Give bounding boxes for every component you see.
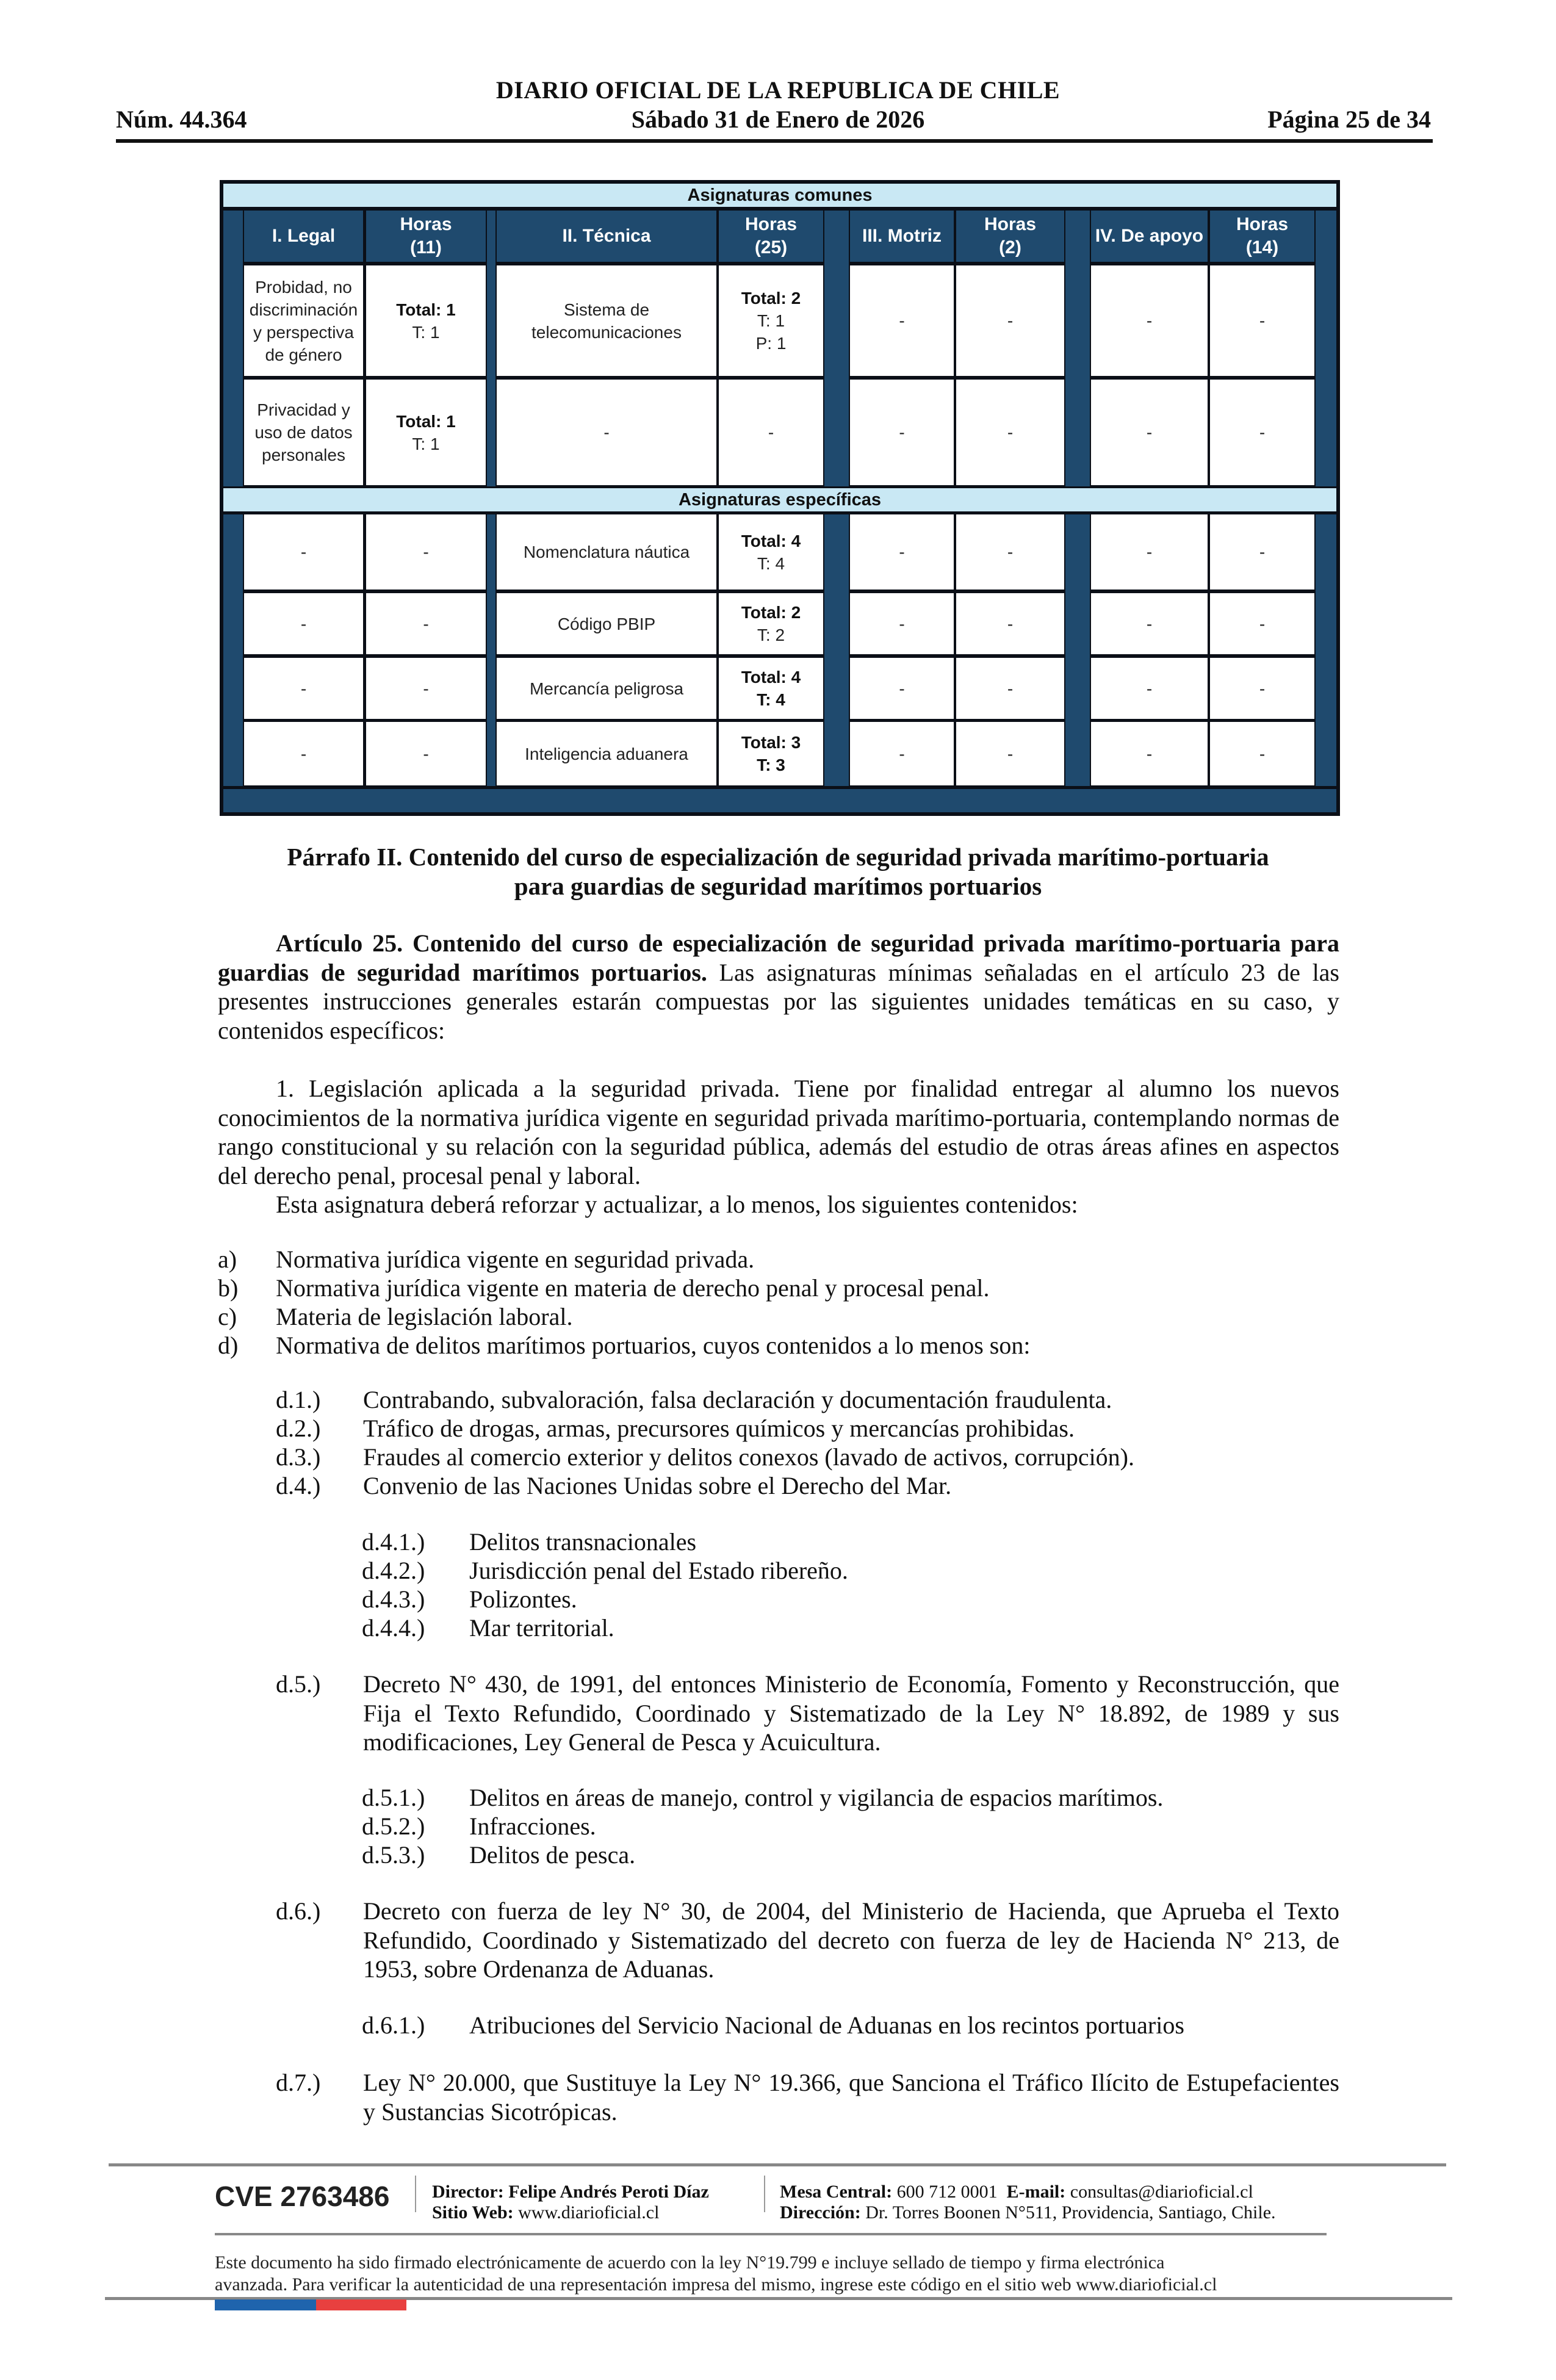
table-cell-apoyo: -	[1091, 593, 1208, 654]
article-25	[218, 929, 1339, 1045]
hours-total: Total: 2	[741, 289, 801, 308]
list-label: d.4.2.)	[362, 1557, 425, 1584]
list-label: d.5.)	[276, 1670, 321, 1698]
hours-total: Total: 4	[741, 531, 801, 550]
table-cell-apoyo: -	[1091, 265, 1208, 376]
list-label: d.5.3.)	[362, 1841, 425, 1869]
table-cell-motriz-hours: -	[956, 593, 1064, 654]
table-cell-legal: -	[244, 593, 363, 654]
header-apoyo: IV. De apoyo	[1091, 211, 1208, 262]
table-cell-tecnica: Sistema de telecomunicaciones	[497, 265, 716, 376]
list-text: Contrabando, subvaloración, falsa declaración y documentación fraudulenta.	[363, 1386, 1112, 1413]
footer-legal-notice	[215, 2252, 1374, 2296]
table-cell-apoyo-hours: -	[1210, 658, 1314, 719]
table-cell-apoyo: -	[1091, 722, 1208, 785]
list-text: Delitos transnacionales	[469, 1528, 697, 1556]
section-title	[183, 842, 1373, 901]
flag-stripe-red	[316, 2299, 406, 2310]
list-label: d.4.)	[276, 1472, 321, 1499]
list-text: Normativa jurídica vigente en seguridad privada.	[276, 1246, 755, 1273]
hours-theory: T: 4	[757, 554, 785, 573]
table-cell-apoyo-hours: -	[1210, 265, 1314, 376]
hours-theory: T: 3	[757, 755, 785, 774]
table-cell-motriz: -	[850, 380, 954, 485]
spacer-column	[824, 211, 849, 486]
spacer-column	[1316, 514, 1336, 786]
table-cell-apoyo-hours: -	[1210, 593, 1314, 654]
email-label: E-mail:	[1006, 2182, 1066, 2202]
item-1-paragraph: 1. Legislación aplicada a la seguridad privada. Tiene por finalidad entregar al alumno los nuevos conocimientos de la normativa jurídica vigente en seguridad privada marítimo-portuaria, contemplando normas de rango constitucional y su relación con la seguridad pública, además del estudio de otras áreas afines en aspectos del derecho penal, procesal penal y laboral.	[218, 1075, 1339, 1189]
table-cell-tecnica-hours	[719, 593, 823, 654]
table-cell-legal: -	[244, 658, 363, 719]
header-hours-label: Horas	[400, 214, 452, 234]
spacer-column	[223, 211, 243, 486]
spacer-column	[487, 211, 495, 486]
table-cell-tecnica: Código PBIP	[497, 593, 716, 654]
section-title-line: Párrafo II. Contenido del curso de especialización de seguridad privada marítimo-portuaria	[287, 843, 1269, 871]
table-cell-tecnica: Nomenclatura náutica	[497, 514, 716, 590]
email-link[interactable]: consultas@diarioficial.cl	[1070, 2182, 1253, 2202]
table-cell-apoyo-hours: -	[1210, 514, 1314, 590]
table-cell-tecnica-hours	[719, 514, 823, 590]
list-text: Tráfico de drogas, armas, precursores químicos y mercancías prohibidas.	[363, 1415, 1075, 1442]
table-cell-legal-hours: -	[366, 722, 486, 785]
hours-total: Total: 1	[396, 300, 456, 319]
hours-theory: T: 2	[757, 626, 785, 644]
footer-divider	[764, 2176, 765, 2212]
list-text: Delitos de pesca.	[469, 1841, 636, 1869]
issue-date: Sábado 31 de Enero de 2026	[631, 106, 925, 133]
phone-number: 600 712 0001	[896, 2182, 998, 2202]
footer-rule	[215, 2233, 1327, 2235]
table-cell-motriz-hours: -	[956, 380, 1064, 485]
list-text: Convenio de las Naciones Unidas sobre el Derecho del Mar.	[363, 1472, 952, 1499]
hours-total: Total: 3	[741, 733, 801, 752]
spacer-column	[824, 514, 849, 786]
footer-divider	[415, 2176, 416, 2212]
list-label: d.7.)	[276, 2069, 321, 2096]
subjects-table	[220, 180, 1340, 816]
table-cell-legal-hours: -	[366, 514, 486, 590]
list-label: d.5.1.)	[362, 1784, 425, 1811]
table-cell-apoyo-hours: -	[1210, 380, 1314, 485]
header-hours-value: (14)	[1245, 237, 1279, 258]
legal-line: Este documento ha sido firmado electrónicamente de acuerdo con la ley N°19.799 e incluye sellado de tiempo y firma electrónica	[215, 2252, 1165, 2273]
hours-theory: T: 4	[757, 690, 785, 709]
header-motriz-hours	[956, 211, 1064, 262]
list-text: Decreto N° 430, de 1991, del entonces Ministerio de Economía, Fomento y Reconstrucción, que Fija el Texto Refundido, Coordinado y Sistematizado de la Ley N° 18.892, de 1989 y sus modificaciones, Ley General de Pesca y Acuicultura.	[363, 1670, 1339, 1756]
header-hours-label: Horas	[1236, 214, 1289, 234]
list-label: d.3.)	[276, 1443, 321, 1471]
list-label: a)	[218, 1246, 237, 1273]
list-text: Fraudes al comercio exterior y delitos conexos (lavado de activos, corrupción).	[363, 1443, 1135, 1471]
header-legal-hours	[366, 211, 486, 262]
header-rule	[116, 139, 1433, 143]
table-cell-legal-hours	[366, 380, 486, 485]
footer-rule	[109, 2163, 1446, 2166]
cve-code: CVE 2763486	[215, 2180, 390, 2212]
spacer-column	[1065, 514, 1090, 786]
table-cell-tecnica-hours	[719, 265, 823, 376]
hours-practice: P: 1	[755, 334, 787, 353]
table-cell-legal: -	[244, 514, 363, 590]
list-text: Mar territorial.	[469, 1614, 614, 1642]
table-cell-motriz: -	[850, 514, 954, 590]
table-cell-apoyo: -	[1091, 380, 1208, 485]
director-label: Director:	[432, 2182, 504, 2202]
table-cell-motriz: -	[850, 658, 954, 719]
table-cell-motriz-hours: -	[956, 514, 1064, 590]
table-cell-legal: -	[244, 722, 363, 785]
list-label: d.1.)	[276, 1386, 321, 1413]
header-hours-label: Horas	[984, 214, 1037, 234]
header-hours-value: (2)	[999, 237, 1021, 258]
table-cell-motriz: -	[850, 722, 954, 785]
list-text: Atribuciones del Servicio Nacional de Aduanas en los recintos portuarios	[469, 2011, 1184, 2039]
header-apoyo-hours	[1210, 211, 1314, 262]
website-link[interactable]: www.diarioficial.cl	[518, 2202, 660, 2223]
table-cell-tecnica-hours	[719, 658, 823, 719]
table-cell-apoyo: -	[1091, 658, 1208, 719]
table-cell-apoyo-hours: -	[1210, 722, 1314, 785]
article-heading: Artículo 25. Contenido del curso de especialización de seguridad privada marítimo-portuaria para guardias de seguridad marítimos portuarios.	[218, 929, 1339, 986]
item-1-followup: Esta asignatura deberá reforzar y actualizar, a lo menos, los siguientes contenidos:	[276, 1191, 1078, 1218]
table-cell-tecnica: Mercancía peligrosa	[497, 658, 716, 719]
table-footer-bar	[223, 789, 1336, 812]
hours-theory: T: 1	[412, 434, 440, 453]
list-text: Ley N° 20.000, que Sustituye la Ley N° 19.366, que Sanciona el Tráfico Ilícito de Estupefacientes y Sustancias Sicotrópicas.	[363, 2069, 1339, 2126]
web-label: Sitio Web:	[432, 2202, 514, 2223]
hours-total: Total: 2	[741, 603, 801, 622]
footer-director-block	[432, 2182, 709, 2223]
phone-label: Mesa Central:	[780, 2182, 893, 2202]
header-legal: I. Legal	[244, 211, 363, 262]
table-cell-tecnica-hours: -	[719, 380, 823, 485]
list-label: d.4.4.)	[362, 1614, 425, 1642]
table-cell-tecnica: -	[497, 380, 716, 485]
newspaper-title: DIARIO OFICIAL DE LA REPUBLICA DE CHILE	[495, 76, 1061, 104]
legal-line: avanzada. Para verificar la autenticidad de una representación impresa del mismo, ingrese este código en el sitio web www.diarioficial.cl	[215, 2274, 1217, 2295]
address: Dr. Torres Boonen N°511, Providencia, Santiago, Chile.	[865, 2202, 1276, 2223]
spacer-column	[1316, 211, 1336, 486]
table-cell-legal-hours	[366, 265, 486, 376]
header-tecnica-hours	[719, 211, 823, 262]
list-label: d.5.2.)	[362, 1812, 425, 1840]
list-label: d)	[218, 1332, 239, 1359]
table-cell-legal: Privacidad y uso de datos personales	[244, 380, 363, 485]
spacer-column	[223, 514, 243, 786]
list-text: Normativa jurídica vigente en materia de derecho penal y procesal penal.	[276, 1274, 990, 1302]
table-cell-legal-hours: -	[366, 593, 486, 654]
list-text: Normativa de delitos marítimos portuarios, cuyos contenidos a lo menos son:	[276, 1332, 1031, 1359]
page-indicator: Página 25 de 34	[1267, 106, 1431, 133]
address-label: Dirección:	[780, 2202, 861, 2223]
list-text: Infracciones.	[469, 1812, 596, 1840]
list-text: Decreto con fuerza de ley N° 30, de 2004, del Ministerio de Hacienda, que Aprueba el Texto Refundido, Coordinado y Sistematizado del decreto con fuerza de ley de Hacienda N° 213, de 1953, sobre Ordenanza de Aduanas.	[363, 1897, 1339, 1983]
table-cell-motriz-hours: -	[956, 265, 1064, 376]
list-label: b)	[218, 1274, 239, 1302]
hours-total: Total: 1	[396, 411, 456, 431]
list-text: Delitos en áreas de manejo, control y vigilancia de espacios marítimos.	[469, 1784, 1164, 1811]
band-specific-subjects: Asignaturas específicas	[223, 488, 1336, 511]
table-cell-apoyo: -	[1091, 514, 1208, 590]
table-cell-motriz-hours: -	[956, 658, 1064, 719]
table-cell-legal-hours: -	[366, 658, 486, 719]
table-cell-motriz: -	[850, 265, 954, 376]
section-title-line: para guardias de seguridad marítimos portuarios	[514, 872, 1042, 900]
header-tecnica: II. Técnica	[497, 211, 716, 262]
list-label: d.2.)	[276, 1415, 321, 1442]
list-label: d.6.1.)	[362, 2011, 425, 2039]
band-common-subjects: Asignaturas comunes	[223, 184, 1336, 207]
header-hours-value: (25)	[754, 237, 788, 258]
table-cell-motriz: -	[850, 593, 954, 654]
list-text: Jurisdicción penal del Estado ribereño.	[469, 1557, 848, 1584]
header-hours-value: (11)	[410, 237, 442, 258]
spacer-column	[487, 514, 495, 786]
article-body: Las asignaturas mínimas señaladas en el artículo 23 de las presentes instrucciones generales estarán compuestas por las siguientes unidades temáticas en su caso, y contenidos específicos:	[218, 958, 1340, 1044]
list-text: Polizontes.	[469, 1585, 577, 1613]
spacer-column	[1065, 211, 1090, 486]
list-label: d.6.)	[276, 1897, 321, 1925]
director-name: Felipe Andrés Peroti Díaz	[508, 2182, 709, 2202]
footer-contact-block	[780, 2182, 1276, 2223]
table-cell-tecnica-hours	[719, 722, 823, 785]
table-cell-motriz-hours: -	[956, 722, 1064, 785]
table-cell-legal: Probidad, no discriminación y perspectiva de género	[244, 265, 363, 376]
list-label: d.4.1.)	[362, 1528, 425, 1556]
hours-theory: T: 1	[412, 322, 440, 342]
table-cell-tecnica: Inteligencia aduanera	[497, 722, 716, 785]
header-motriz: III. Motriz	[850, 211, 954, 262]
hours-total: Total: 4	[741, 668, 801, 687]
list-text: Materia de legislación laboral.	[276, 1303, 573, 1330]
hours-theory: T: 1	[757, 311, 785, 330]
list-label: d.4.3.)	[362, 1585, 425, 1613]
flag-stripe-blue	[215, 2299, 316, 2310]
issue-number: Núm. 44.364	[116, 106, 247, 133]
header-hours-label: Horas	[744, 214, 798, 234]
list-label: c)	[218, 1303, 237, 1330]
